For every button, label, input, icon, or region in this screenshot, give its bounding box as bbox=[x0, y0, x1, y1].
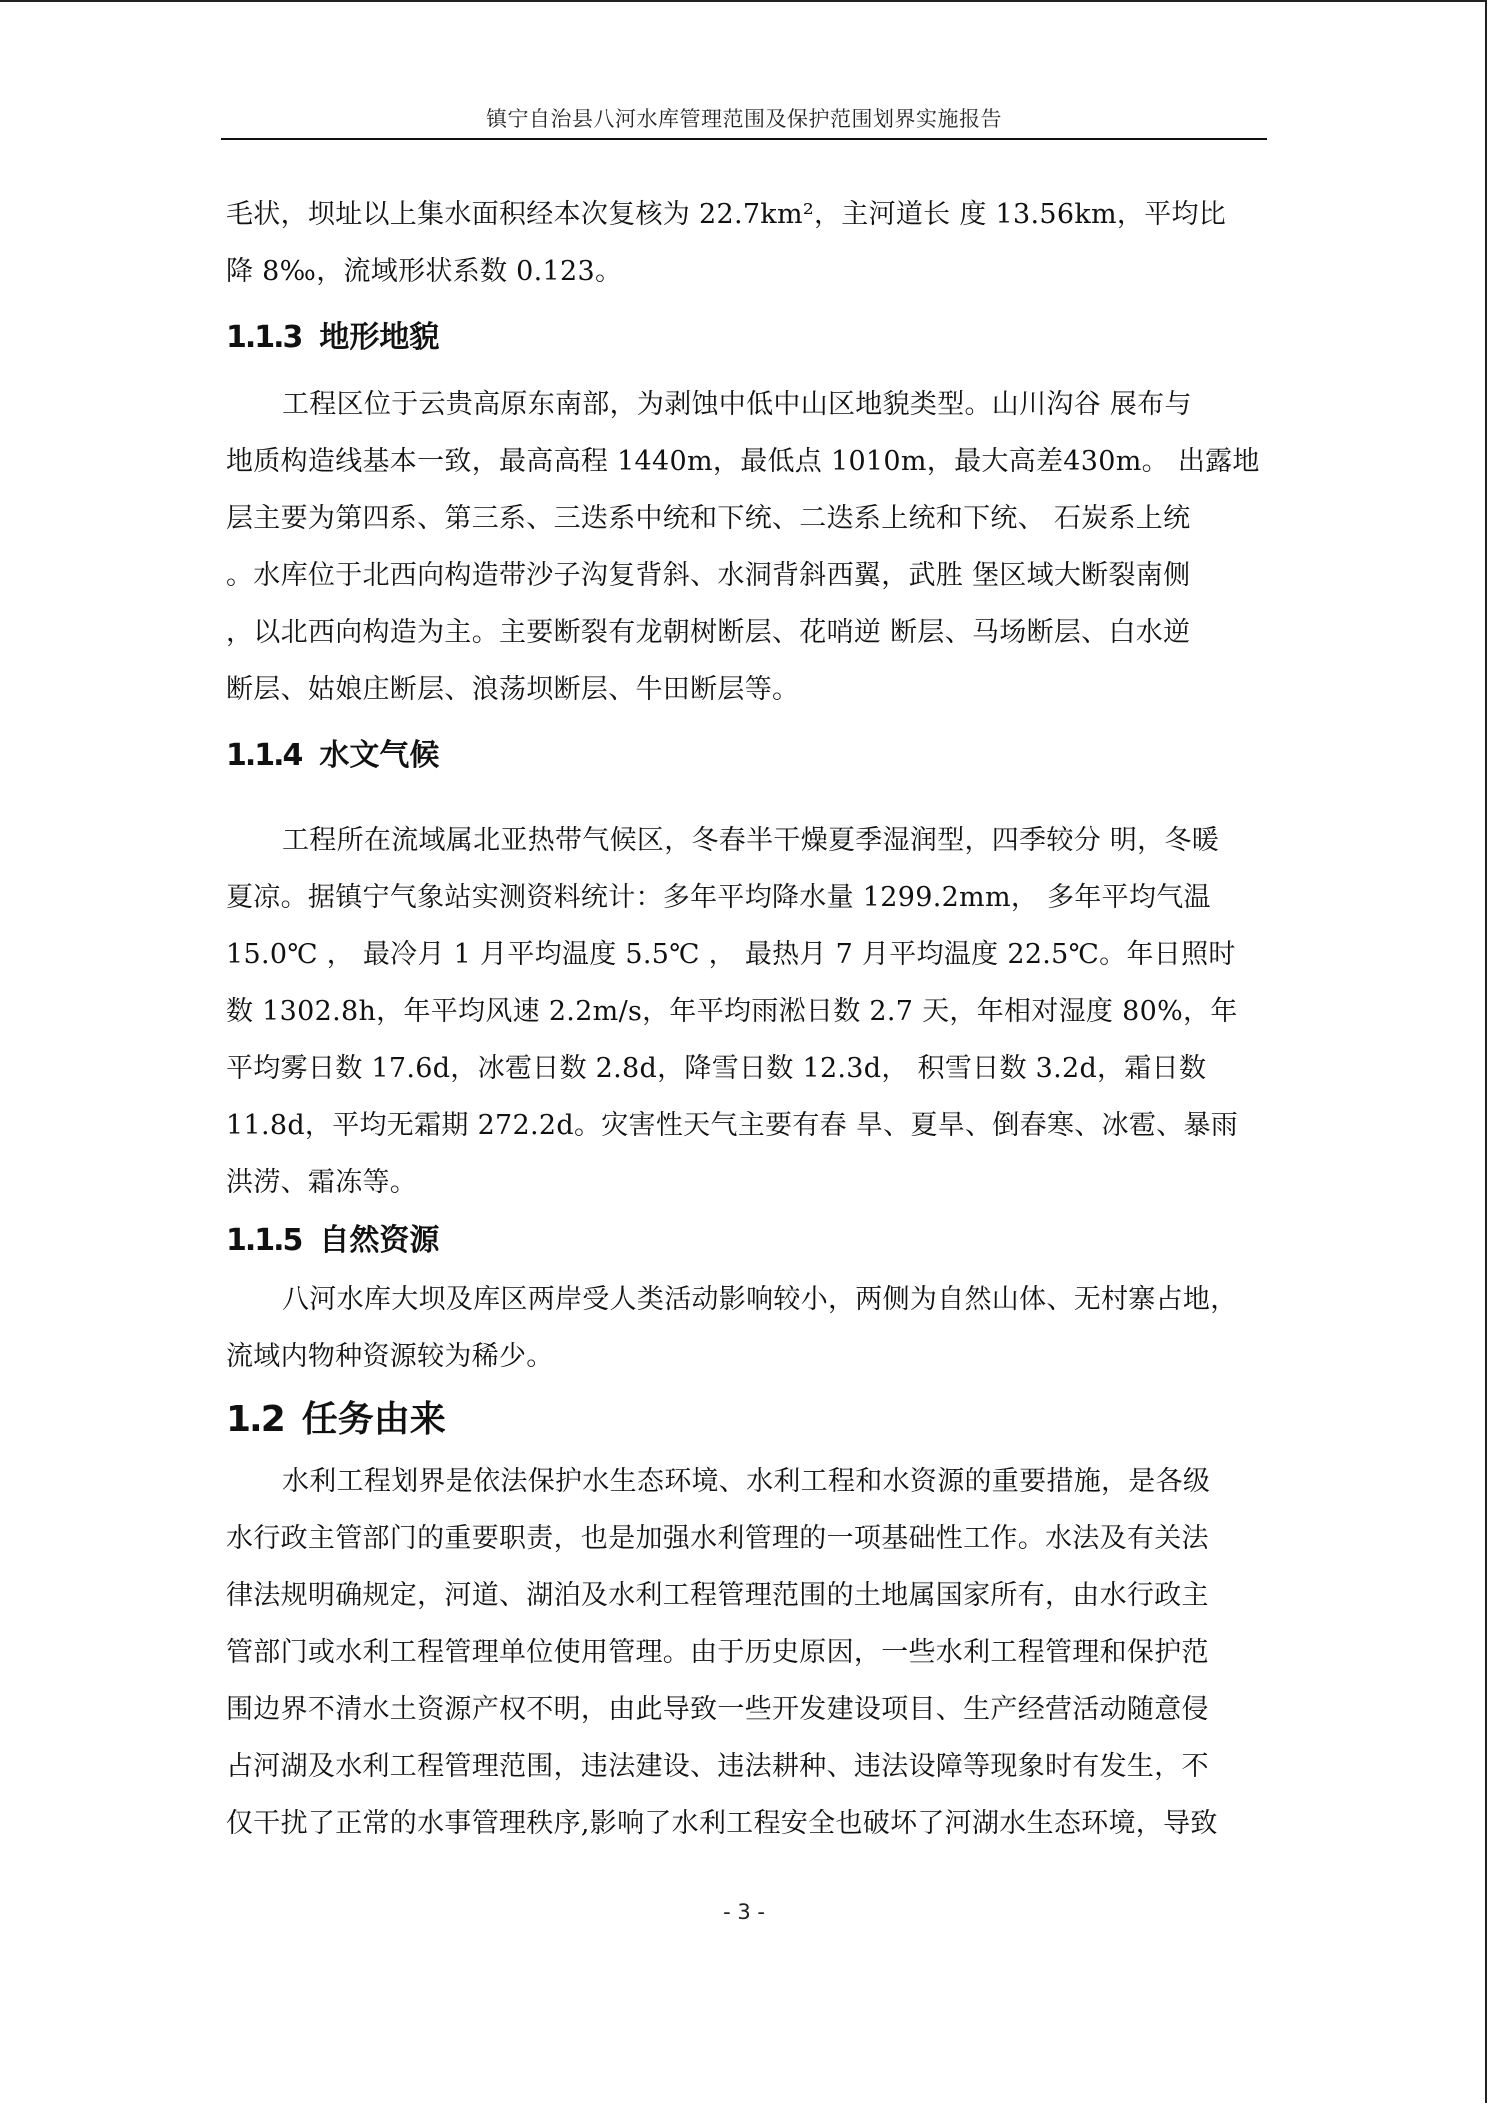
paragraph-line: 15.0℃ ， 最冷月 1 月平均温度 5.5℃ ， 最热月 7 月平均温度 22.5℃。年日照时 bbox=[226, 939, 1236, 970]
section-number: 1.1.4 bbox=[226, 738, 302, 773]
section-title: 地形地貌 bbox=[319, 320, 440, 355]
resources-paragraph bbox=[226, 1271, 1306, 1385]
terrain-paragraph bbox=[226, 376, 1306, 718]
page-number: - 3 - bbox=[723, 1900, 765, 1924]
section-heading-1-2 bbox=[226, 1387, 1306, 1453]
paragraph-line: 平均雾日数 17.6d，冰雹日数 2.8d，降雪日数 12.3d， 积雪日数 3.2d，霜日数 bbox=[226, 1053, 1207, 1084]
section-heading-1-1-5 bbox=[226, 1211, 1306, 1271]
paragraph-line: 工程区位于云贵高原东南部，为剥蚀中低中山区地貌类型。山川沟谷 展布与 bbox=[282, 389, 1192, 420]
paragraph-line: ，以北西向构造为主。主要断裂有龙朝树断层、花哨逆 断层、马场断层、白水逆 bbox=[226, 617, 1191, 648]
paragraph-line: 仅干扰了正常的水事管理秩序,影响了水利工程安全也破坏了河湖水生态环境，导致 bbox=[226, 1808, 1218, 1839]
paragraph-line: 律法规明确规定，河道、湖泊及水利工程管理范围的土地属国家所有，由水行政主 bbox=[226, 1580, 1209, 1611]
paragraph-line: 洪涝、霜冻等。 bbox=[226, 1167, 418, 1198]
header-title: 镇宁自治县八河水库管理范围及保护范围划界实施报告 bbox=[486, 107, 1002, 131]
paragraph-line: 断层、姑娘庄断层、浪荡坝断层、牛田断层等。 bbox=[226, 674, 800, 705]
paragraph-line: 数 1302.8h，年平均风速 2.2m/s，年平均雨淞日数 2.7 天，年相对湿度 80%，年 bbox=[226, 996, 1238, 1027]
section-title: 水文气候 bbox=[319, 738, 440, 773]
paragraph-line: 11.8d，平均无霜期 272.2d。灾害性天气主要有春 旱、夏旱、倒春寒、冰雹、暴雨 bbox=[226, 1110, 1239, 1141]
paragraph-line: 工程所在流域属北亚热带气候区，冬春半干燥夏季湿润型，四季较分 明，冬暖 bbox=[282, 825, 1220, 856]
section-number: 1.1.3 bbox=[226, 320, 302, 355]
intro-paragraph bbox=[226, 186, 1306, 300]
paragraph-line: 水利工程划界是依法保护水生态环境、水利工程和水资源的重要措施，是各级 bbox=[282, 1466, 1211, 1497]
section-title: 任务由来 bbox=[301, 1399, 446, 1440]
paragraph-line: 水行政主管部门的重要职责，也是加强水利管理的一项基础性工作。水法及有关法 bbox=[226, 1523, 1209, 1554]
section-title: 自然资源 bbox=[319, 1223, 440, 1258]
paragraph-line: 地质构造线基本一致，最高高程 1440m，最低点 1010m，最大高差430m。 出露地 bbox=[226, 446, 1260, 477]
paragraph-line: 夏凉。据镇宁气象站实测资料统计：多年平均降水量 1299.2mm， 多年平均气温 bbox=[226, 882, 1211, 913]
running-header bbox=[221, 104, 1267, 140]
section-number: 1.1.5 bbox=[226, 1223, 302, 1258]
section-heading-1-1-3 bbox=[226, 308, 1306, 368]
document-body bbox=[226, 186, 1306, 1852]
paragraph-line: 流域内物种资源较为稀少。 bbox=[226, 1341, 554, 1372]
paragraph-line: 层主要为第四系、第三系、三迭系中统和下统、二迭系上统和下统、 石炭系上统 bbox=[226, 503, 1191, 534]
climate-paragraph bbox=[226, 812, 1306, 1211]
task-origin-paragraph bbox=[226, 1453, 1306, 1852]
intro-line: 毛状，坝址以上集水面积经本次复核为 22.7km²，主河道长 度 13.56km，平均比 bbox=[226, 199, 1227, 230]
paragraph-line: 占河湖及水利工程管理范围，违法建设、违法耕种、违法设障等现象时有发生，不 bbox=[226, 1751, 1209, 1782]
section-heading-1-1-4 bbox=[226, 726, 1306, 786]
paragraph-line: 管部门或水利工程管理单位使用管理。由于历史原因，一些水利工程管理和保护范 bbox=[226, 1637, 1209, 1668]
paragraph-line: 八河水库大坝及库区两岸受人类活动影响较小，两侧为自然山体、无村寨占地， bbox=[282, 1284, 1238, 1315]
paragraph-line: 围边界不清水土资源产权不明，由此导致一些开发建设项目、生产经营活动随意侵 bbox=[226, 1694, 1209, 1725]
paragraph-line: 。水库位于北西向构造带沙子沟复背斜、水洞背斜西翼，武胜 堡区域大断裂南侧 bbox=[226, 560, 1191, 591]
section-number: 1.2 bbox=[226, 1399, 284, 1440]
intro-line: 降 8‰，流域形状系数 0.123。 bbox=[226, 256, 623, 287]
